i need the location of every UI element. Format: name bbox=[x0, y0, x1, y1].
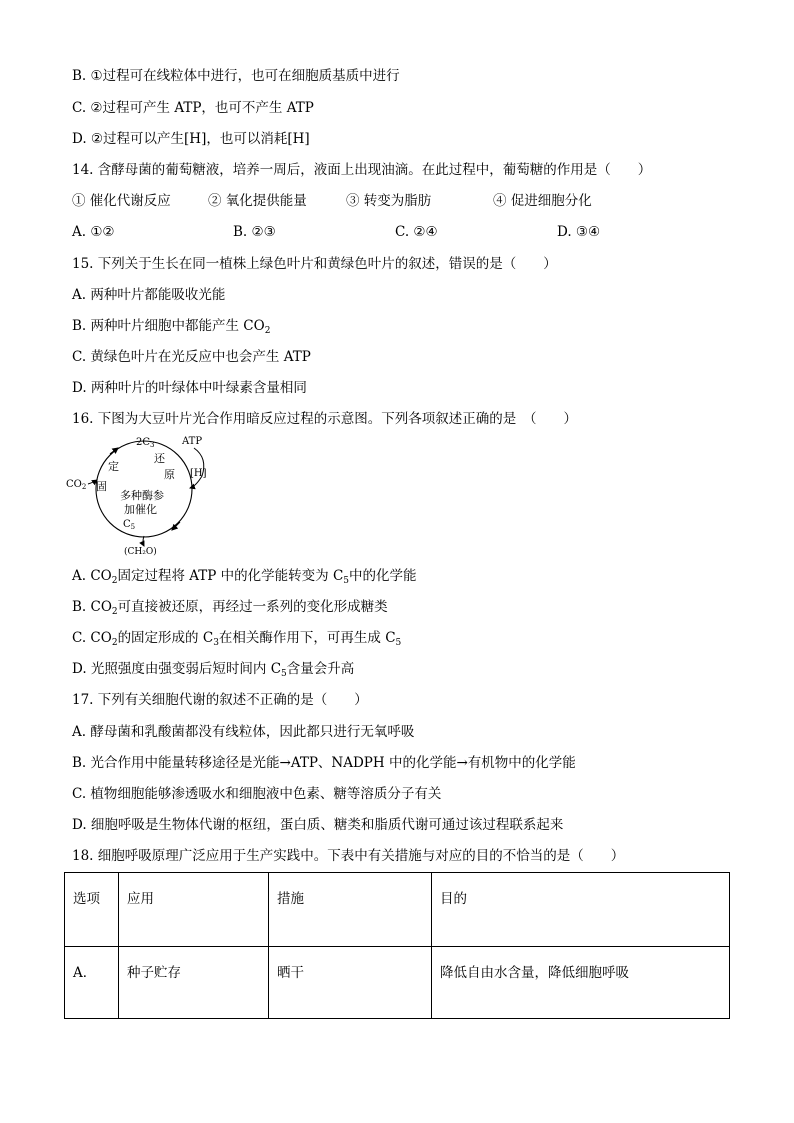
q16-b-sub-1: 2 bbox=[111, 607, 118, 617]
cycle-arrow-bottom-right bbox=[172, 522, 180, 530]
q17-option-d: D. 细胞呼吸是生物体代谢的枢纽，蛋白质、糖类和脂质代谢可通过该过程联系起来 bbox=[72, 817, 564, 833]
q16-b-text-2: 可直接被还原，再经过一系列的变化形成糖类 bbox=[117, 599, 388, 615]
q16-b-text-1: B. CO bbox=[72, 599, 112, 615]
q16-stem: 16. 下图为大豆叶片光合作用暗反应过程的示意图。下列各项叙述正确的是 （ ） bbox=[72, 411, 578, 427]
row-a-option: A． bbox=[65, 947, 119, 1019]
q16-c-text-1: C. CO bbox=[72, 630, 112, 646]
header-cell-option: 选项 bbox=[65, 873, 119, 947]
header-cell-purpose: 目的 bbox=[432, 873, 730, 947]
q16-a-text-1: A. CO bbox=[72, 568, 112, 584]
q16-option-c bbox=[72, 629, 401, 652]
c5-label: $C_5$ bbox=[123, 519, 136, 531]
q16-c-text-2: 的固定形成的 C bbox=[117, 630, 214, 646]
c3-label: $2C_3$ bbox=[136, 437, 155, 449]
q16-a-text-2: 固定过程将 ATP 中的化学能转变为 C bbox=[117, 568, 344, 584]
q16-option-b bbox=[72, 598, 388, 621]
calvin-cycle-diagram bbox=[66, 432, 216, 562]
q14-option-b: B. ②③ bbox=[233, 224, 276, 240]
q15-stem: 15. 下列关于生长在同一植株上绿色叶片和黄绿色叶片的叙述，错误的是（ ） bbox=[72, 256, 557, 272]
q13-option-b: B. ①过程可在线粒体中进行，也可在细胞质基质中进行 bbox=[72, 68, 400, 84]
q15-option-a: A. 两种叶片都能吸收光能 bbox=[72, 287, 226, 303]
q15-option-c: C. 黄绿色叶片在光反应中也会产生 ATP bbox=[72, 349, 311, 365]
product-label: (CH₂O) bbox=[124, 547, 157, 557]
q14-item-3: ③ 转变为脂肪 bbox=[346, 193, 432, 209]
q17-option-a: A. 酵母菌和乳酸菌都没有线粒体，因此都只进行无氧呼吸 bbox=[72, 724, 415, 740]
q16-c-sub-1: 2 bbox=[111, 638, 118, 648]
q17-option-b: B. 光合作用中能量转移途径是光能→ATP、NADPH 中的化学能→有机物中的化学能 bbox=[72, 755, 576, 771]
center-label-1: 多种酶参 bbox=[120, 489, 164, 502]
q17-stem: 17. 下列有关细胞代谢的叙述不正确的是（ ） bbox=[72, 692, 368, 708]
q15-option-b bbox=[72, 317, 270, 340]
q14-item-1: ① 催化代谢反应 bbox=[72, 193, 171, 209]
q16-d-text-2: 含量会升高 bbox=[286, 661, 355, 677]
cycle-arrow-top-left bbox=[110, 448, 118, 454]
q14-option-a: A. ①② bbox=[72, 224, 115, 240]
row-a-measure: 晒干 bbox=[269, 947, 432, 1019]
q15-option-b-text: B. 两种叶片细胞中都能产生 CO bbox=[72, 318, 265, 334]
gu-label: 固 bbox=[96, 480, 107, 493]
q18-stem: 18. 细胞呼吸原理广泛应用于生产实践中。下表中有关措施与对应的目的不恰当的是（ ） bbox=[72, 848, 625, 864]
q17-option-c: C. 植物细胞能够渗透吸水和细胞液中色素、糖等溶质分子有关 bbox=[72, 786, 442, 802]
header-cell-application: 应用 bbox=[119, 873, 269, 947]
q14-stem: 14. 含酵母菌的葡萄糖液，培养一周后，液面上出现油滴。在此过程中，葡萄糖的作用是（ ） bbox=[72, 162, 652, 178]
q14-option-c: C. ②④ bbox=[395, 224, 438, 240]
q16-option-d bbox=[72, 660, 354, 683]
row-a-application: 种子贮存 bbox=[119, 947, 269, 1019]
q16-c-sub-2: 3 bbox=[213, 638, 219, 648]
q13-option-d: D. ②过程可以产生[H]，也可以消耗[H] bbox=[72, 131, 310, 147]
header-cell-measure: 措施 bbox=[269, 873, 432, 947]
table-row bbox=[65, 947, 730, 1019]
q16-d-text-1: D. 光照强度由强变弱后短时间内 C bbox=[72, 661, 282, 677]
q14-option-d: D. ③④ bbox=[557, 224, 601, 240]
q16-option-a bbox=[72, 567, 417, 590]
q15-option-d: D. 两种叶片的叶绿体中叶绿素含量相同 bbox=[72, 380, 307, 396]
huan-label: 还 bbox=[154, 452, 165, 465]
row-a-purpose: 降低自由水含量，降低细胞呼吸 bbox=[432, 947, 730, 1019]
q15-option-b-sub: 2 bbox=[264, 326, 271, 336]
q16-a-sub-2: 5 bbox=[343, 576, 350, 586]
q13-option-c: C. ②过程可产生 ATP，也可不产生 ATP bbox=[72, 100, 314, 116]
product-outflow-arrow bbox=[143, 536, 144, 546]
center-label-2: 加催化 bbox=[124, 503, 157, 516]
q16-c-sub-3: 5 bbox=[395, 638, 402, 648]
q14-item-2: ② 氧化提供能量 bbox=[208, 193, 307, 209]
q16-a-text-3: 中的化学能 bbox=[349, 568, 417, 584]
ding-label: 定 bbox=[108, 460, 119, 473]
q18-table bbox=[64, 872, 730, 1019]
table-header-row bbox=[65, 873, 730, 947]
atp-label: ATP bbox=[182, 436, 203, 447]
q16-c-text-3: 在相关酶作用下，可再生成 C bbox=[218, 630, 396, 646]
h-label: [H] bbox=[190, 468, 207, 479]
q16-a-sub-1: 2 bbox=[111, 576, 118, 586]
q16-d-sub-1: 5 bbox=[281, 669, 287, 679]
yuan-label: 原 bbox=[164, 468, 175, 481]
co2-label: $CO_2$ bbox=[66, 479, 87, 491]
q14-item-4: ④ 促进细胞分化 bbox=[493, 193, 592, 209]
